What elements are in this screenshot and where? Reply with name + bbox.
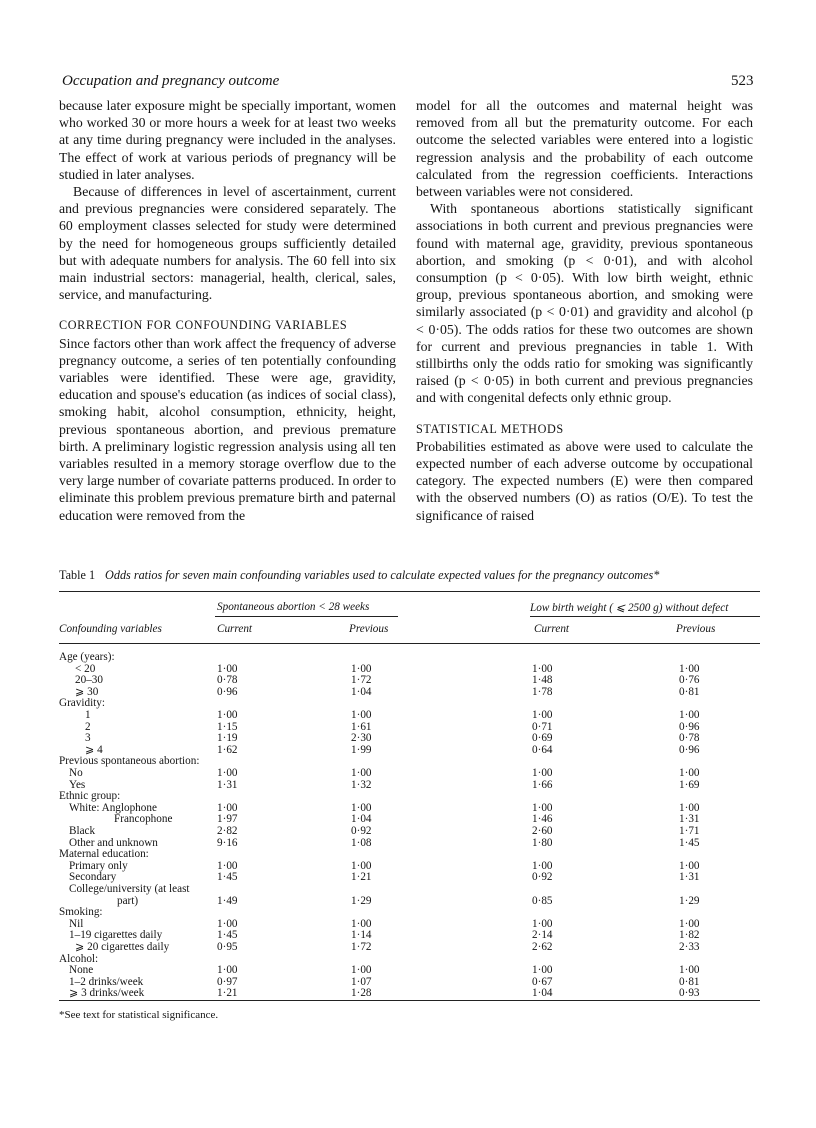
row-label: Other and unknown	[69, 836, 158, 849]
row-label: Black	[69, 825, 96, 837]
row-label: Yes	[69, 778, 86, 791]
value-cell: 1·00	[351, 964, 372, 977]
value-cell: 1·00	[679, 964, 700, 977]
confounding-variables-header: Confounding variables	[59, 623, 162, 635]
value-cell: 1·00	[679, 709, 700, 721]
value-cell: 0·78	[679, 732, 700, 745]
row-label: part)	[117, 894, 139, 907]
value-cell: 1·72	[351, 674, 372, 687]
row-label: 1	[85, 709, 91, 721]
section-heading: STATISTICAL METHODS	[416, 421, 564, 436]
value-cell: 1·00	[679, 917, 700, 930]
table-row	[59, 919, 760, 931]
value-cell: 0·85	[532, 894, 553, 907]
value-cell: 0·93	[679, 987, 700, 1000]
spontaneous-abortion-header: Spontaneous abortion < 28 weeks	[217, 601, 370, 613]
value-cell: 1·45	[217, 871, 238, 884]
value-cell: 1·00	[532, 964, 553, 977]
table-row	[59, 861, 760, 873]
value-cell: 1·66	[532, 778, 553, 791]
value-cell: 1·00	[532, 709, 553, 721]
value-cell: 1·04	[351, 813, 372, 826]
value-cell: 0·71	[532, 720, 553, 733]
value-cell: 0·96	[679, 720, 700, 733]
table-row	[59, 768, 760, 780]
table-row	[59, 756, 760, 768]
row-label: Gravidity:	[59, 697, 105, 710]
value-cell: 1·04	[351, 685, 372, 698]
row-label: ⩾ 30	[75, 685, 99, 698]
table-row	[59, 965, 760, 977]
value-cell: 1·80	[532, 836, 553, 849]
value-cell: 1·00	[351, 859, 372, 872]
value-cell: 0·78	[217, 674, 238, 687]
value-cell: 0·92	[532, 871, 553, 884]
row-label: ⩾ 20 cigarettes daily	[75, 941, 170, 953]
value-cell: 0·81	[679, 685, 700, 698]
paragraph: With spontaneous abortions statistically significant associations in both current and previous pregnancies were found with maternal age, gravidity, previous spontaneous abortion, and smoking (p < 0·01), and with alcohol consumption (p < 0·05). With low birth weight, ethnic group, previous spontaneous abortion, and smoking were similarly associated (p < 0·01) and gravidity and alcohol (p < 0·05). The odds ratios for these two outcomes are shown for current and previous pregnancies in table 1. With stillbirths only the odds ratio for smoking was significantly raised (p < 0·05) in both current and previous pregnancies and with congenital defects only ethnic group.	[416, 201, 753, 406]
value-cell: 1·62	[217, 743, 238, 756]
value-cell: 9·16	[217, 836, 238, 849]
value-cell: 1·29	[679, 894, 700, 907]
right-text-column	[416, 97, 753, 524]
value-cell: 1·08	[351, 836, 372, 849]
table-row	[59, 791, 760, 803]
paragraph: Probabilities estimated as above were used to calculate the expected number of each adverse outcome by occupational category. The expected numbers (E) were then compared with the observed numbers (O) as ratios (O/E). To test the significance of raised	[416, 438, 753, 523]
value-cell: 0·67	[532, 975, 553, 988]
value-cell: 1·00	[217, 662, 238, 675]
row-label: Primary only	[69, 859, 128, 872]
row-label: 1–2 drinks/week	[69, 975, 144, 988]
table-row	[59, 838, 760, 850]
value-cell: 1·49	[217, 894, 238, 907]
table-header-rule	[59, 643, 760, 644]
paragraph: model for all the outcomes and maternal height was removed from all but the prematurity outcome. For each outcome the selected variables were entered into a logistic regression analysis and the probability of each outcome calculated from the regression coefficients. Interactions between variables were not considered.	[416, 98, 753, 200]
value-cell: 1·00	[351, 662, 372, 675]
row-label: ⩾ 4	[85, 743, 103, 756]
value-cell: 0·92	[351, 825, 372, 837]
value-cell: 1·46	[532, 813, 553, 826]
value-cell: 0·95	[217, 941, 238, 953]
page-number: 523	[731, 73, 754, 89]
value-cell: 1·00	[351, 709, 372, 721]
table-caption-text: Odds ratios for seven main confounding variables used to calculate expected values for the pregnancy outcomes*	[105, 568, 660, 582]
row-label: < 20	[75, 662, 96, 675]
row-label: Maternal education:	[59, 848, 149, 861]
value-cell: 1·29	[351, 894, 372, 907]
value-cell: 1·19	[217, 732, 238, 745]
running-title: Occupation and pregnancy outcome	[62, 73, 280, 89]
value-cell: 1·14	[351, 929, 372, 942]
table-footnote: *See text for statistical significance.	[59, 1009, 219, 1021]
previous-header: Previous	[349, 623, 389, 635]
row-label: Francophone	[114, 813, 173, 826]
value-cell: 1·97	[217, 813, 238, 826]
current-header: Current	[534, 623, 570, 635]
value-cell: 1·45	[679, 836, 700, 849]
row-label: Age (years):	[59, 651, 115, 663]
row-label: Secondary	[69, 871, 117, 884]
value-cell: 2·62	[532, 941, 553, 953]
paragraph: because later exposure might be specially important, women who worked 30 or more hours a week for at least two weeks at any time during pregnancy were included in the analyses. The effect of work at various periods of pregnancy will be studied in later analyses.	[59, 98, 396, 182]
value-cell: 0·97	[217, 975, 238, 988]
value-cell: 2·14	[532, 929, 553, 942]
value-cell: 1·00	[679, 662, 700, 675]
value-cell: 0·76	[679, 674, 700, 687]
row-label: Ethnic group:	[59, 790, 121, 803]
table-bottom-rule	[59, 1000, 760, 1001]
value-cell: 1·00	[351, 801, 372, 814]
value-cell: 1·21	[351, 871, 372, 884]
value-cell: 1·00	[217, 801, 238, 814]
row-label: None	[69, 964, 94, 977]
value-cell: 2·30	[351, 732, 372, 745]
value-cell: 0·96	[679, 743, 700, 756]
value-cell: 1·48	[532, 674, 553, 687]
value-cell: 1·82	[679, 929, 700, 942]
value-cell: 1·00	[532, 859, 553, 872]
row-label: College/university (at least	[69, 883, 190, 895]
table-row	[59, 942, 760, 954]
row-label: 2	[85, 720, 91, 733]
value-cell: 1·00	[679, 801, 700, 814]
paragraph: Because of differences in level of ascertainment, current and previous pregnancies were considered separately. The 60 employment classes selected for study were determined by the need for homogeneous groups sufficiently detailed but with adequate numbers for analysis. The 60 fell into six main industrial sectors: managerial, health, clerical, sales, service, and manufacturing.	[59, 184, 396, 303]
row-label: Smoking:	[59, 906, 103, 919]
value-cell: 1·00	[217, 767, 238, 779]
table-label: Table 1	[59, 568, 96, 582]
value-cell: 1·61	[351, 720, 372, 733]
table-row	[59, 896, 760, 908]
row-label: Previous spontaneous abortion:	[59, 755, 200, 768]
value-cell: 1·31	[217, 778, 238, 791]
table-top-rule	[59, 591, 760, 592]
table-row	[59, 826, 760, 838]
table-caption	[59, 568, 759, 583]
row-label: 20–30	[75, 674, 103, 687]
row-label: No	[69, 767, 83, 779]
value-cell: 1·69	[679, 778, 700, 791]
row-label: Nil	[69, 917, 84, 930]
value-cell: 1·00	[679, 859, 700, 872]
value-cell: 2·82	[217, 825, 238, 837]
value-cell: 1·00	[532, 767, 553, 779]
table-row	[59, 664, 760, 676]
table-row	[59, 907, 760, 919]
value-cell: 1·15	[217, 720, 238, 733]
value-cell: 0·64	[532, 743, 553, 756]
table-row	[59, 814, 760, 826]
value-cell: 1·00	[217, 859, 238, 872]
table-row	[59, 988, 760, 1000]
value-cell: 1·31	[679, 813, 700, 826]
value-cell: 1·21	[217, 987, 238, 1000]
paragraph: Since factors other than work affect the frequency of adverse pregnancy outcome, a series of ten potentially confounding variables were identified. These were age, gravidity, education and spouse's education (as indices of social class), smoking habit, alcohol consumption, ethnicity, height, previous spontaneous abortion, and previous premature birth. A preliminary logistic regression analysis using all ten variables resulted in a memory storage overflow due to the very large number of covariate patterns produced. In order to eliminate this problem previous premature birth and paternal education were removed from the	[59, 335, 396, 523]
table-row	[59, 652, 760, 664]
value-cell: 1·99	[351, 743, 372, 756]
value-cell: 1·00	[217, 709, 238, 721]
section-heading: CORRECTION FOR CONFOUNDING VARIABLES	[59, 318, 348, 333]
value-cell: 1·00	[679, 767, 700, 779]
value-cell: 0·81	[679, 975, 700, 988]
table-row	[59, 733, 760, 745]
value-cell: 1·78	[532, 685, 553, 698]
value-cell: 1·00	[217, 964, 238, 977]
value-cell: 0·96	[217, 685, 238, 698]
value-cell: 1·00	[351, 917, 372, 930]
low-birth-weight-header: Low birth weight ( ⩽ 2500 g) without defect	[530, 602, 729, 614]
left-text-column	[59, 97, 396, 524]
table-row	[59, 698, 760, 710]
value-cell: 1·00	[532, 917, 553, 930]
value-cell: 1·04	[532, 987, 553, 1000]
value-cell: 1·07	[351, 975, 372, 988]
value-cell: 1·45	[217, 929, 238, 942]
value-cell: 1·00	[351, 767, 372, 779]
value-cell: 2·60	[532, 825, 553, 837]
row-label: White: Anglophone	[69, 801, 157, 814]
value-cell: 1·32	[351, 778, 372, 791]
previous-header: Previous	[676, 623, 716, 635]
row-label: 3	[85, 732, 91, 745]
value-cell: 2·33	[679, 941, 700, 953]
current-header: Current	[217, 623, 253, 635]
table-row	[59, 884, 760, 896]
value-cell: 1·00	[532, 662, 553, 675]
table-row	[59, 687, 760, 699]
table-row	[59, 849, 760, 861]
group1-rule	[215, 616, 398, 617]
value-cell: 0·69	[532, 732, 553, 745]
table-row	[59, 780, 760, 792]
table-row	[59, 977, 760, 989]
value-cell: 1·28	[351, 987, 372, 1000]
row-label: Alcohol:	[59, 952, 99, 965]
value-cell: 1·71	[679, 825, 700, 837]
group2-rule	[530, 616, 760, 617]
table-row	[59, 675, 760, 687]
row-label: 1–19 cigarettes daily	[69, 929, 163, 942]
table-row	[59, 722, 760, 734]
row-label: ⩾ 3 drinks/week	[69, 987, 145, 1000]
value-cell: 1·72	[351, 941, 372, 953]
table-row	[59, 710, 760, 722]
value-cell: 1·00	[532, 801, 553, 814]
table-row	[59, 954, 760, 966]
value-cell: 1·31	[679, 871, 700, 884]
value-cell: 1·00	[217, 917, 238, 930]
